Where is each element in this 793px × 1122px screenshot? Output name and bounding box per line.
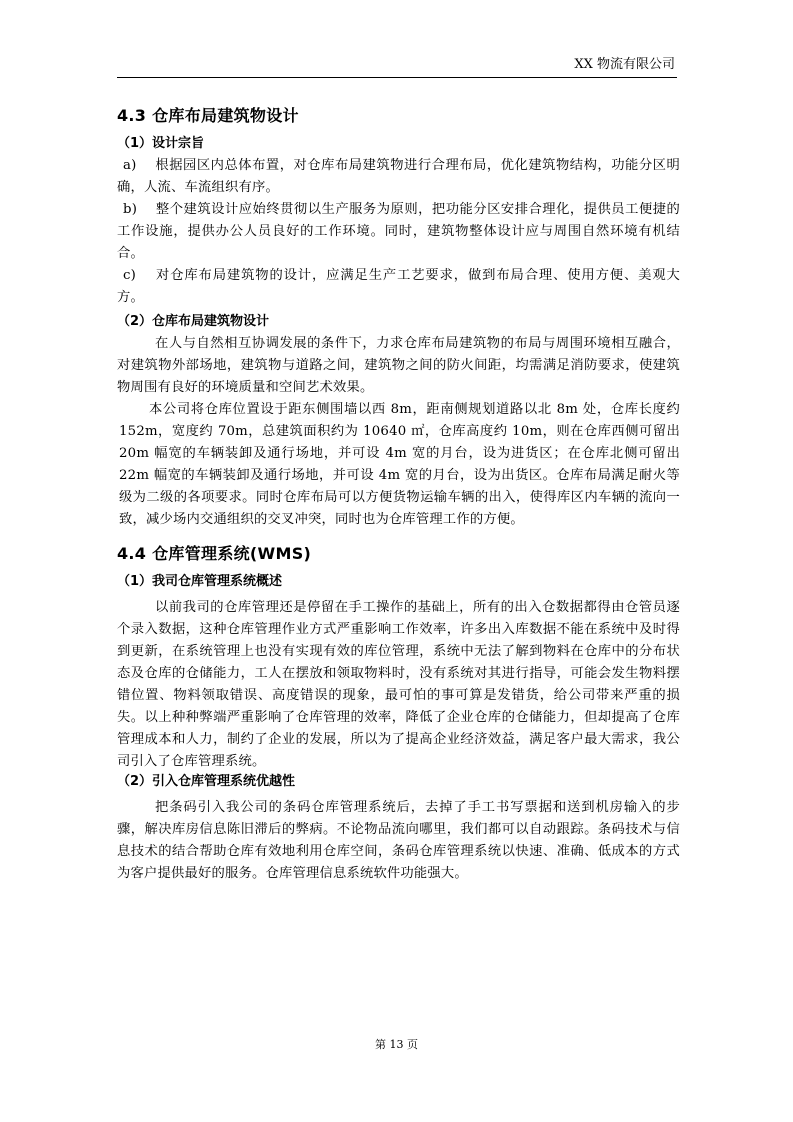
section-4-3-title: 4.3 仓库布局建筑物设计 [117,106,299,125]
design-purpose-item-a: a) 根据园区内总体布置，对仓库布局建筑物进行合理布局，优化建筑物结构，功能分区明确，人流、车流组织有序。 [117,158,680,195]
page-content [117,103,680,885]
wms-advantages-paragraph: 把条码引入我公司的条码仓库管理系统后，去掉了手工书写票据和送到机房输入的步骤，解决库房信息陈旧滞后的弊病。不论物品流向哪里，我们都可以自动跟踪。条码技术与信息技术的结合帮助仓库有效地利用仓库空间，条码仓库管理系统以快速、准确、低成本的方式为客户提供最好的服务。仓库管理信息系统软件功能强大。 [117,800,680,881]
header-company-name: XX 物流有限公司 [574,57,675,72]
header-divider [117,77,677,78]
design-purpose-item-b: b) 整个建筑设计应始终贯彻以生产服务为原则，把功能分区安排合理化，提供员工便捷的工作设施，提供办公人员良好的工作环境。同时，建筑物整体设计应与周围自然环境有机结合。 [117,202,680,261]
building-design-paragraph-1: 在人与自然相互协调发展的条件下，力求仓库布局建筑物的布局与周围环境相互融合，对建筑物外部场地，建筑物与道路之间，建筑物之间的防火间距，均需满足消防要求，使建筑物周围有良好的环境质量和空间艺术效果。 [117,336,680,395]
section-4-4-title: 4.4 仓库管理系统(WMS) [117,544,312,563]
subsection-wms-advantages-title: （2）引入仓库管理系统优越性 [117,774,296,789]
wms-overview-paragraph: 以前我司的仓库管理还是停留在手工操作的基础上，所有的出入仓数据都得由仓管员逐个录入数据，这种仓库管理作业方式严重影响工作效率，许多出入库数据不能在系统中及时得到更新，在系统管理上也没有实现有效的库位管理，系统中无法了解到物料在仓库中的分布状态及仓库的仓储能力，工人在摆放和领取物料时，没有系统对其进行指导，可能会发生物料摆错位置、物料领取错误、高度错误的现象，最可怕的事可算是发错货，给公司带来严重的损失。以上种种弊端严重影响了仓库管理的效率，降低了企业仓库的仓储能力，但却提高了仓库管理成本和人力，制约了企业的发展，所以为了提高企业经济效益，满足客户最大需求，我公司引入了仓库管理系统。 [117,600,680,769]
subsection-building-design-title: （2）仓库布局建筑物设计 [117,314,270,329]
building-design-paragraph-2: 本公司将仓库位置设于距东侧围墙以西 8m，距南侧规划道路以北 8m 处，仓库长度约 152m，宽度约 70m，总建筑面积约为 10640 ㎡，仓库高度约 10m，则在仓库西侧可留出 20m 幅宽的车辆装卸及通行场地，并可设 4m 宽的月台，设为进货区；在仓库北侧可留出 22m 幅宽的车辆装卸及通行场地，并可设 4m 宽的月台，设为出货区。仓库布局满足耐火等级为二级的各项要求。同时仓库布局可以方便货物运输车辆的出入，使得库区内车辆的流向一致，减少场内交通组织的交叉冲突，同时也为仓库管理工作的方便。 [119,402,680,527]
page-number: 第 13 页 [375,1038,418,1051]
design-purpose-item-c: c) 对仓库布局建筑物的设计，应满足生产工艺要求，做到布局合理、使用方便、美观大方。 [117,268,680,305]
subsection-design-purpose-title: （1）设计宗旨 [117,136,205,151]
subsection-wms-overview-title: （1）我司仓库管理系统概述 [117,574,283,589]
